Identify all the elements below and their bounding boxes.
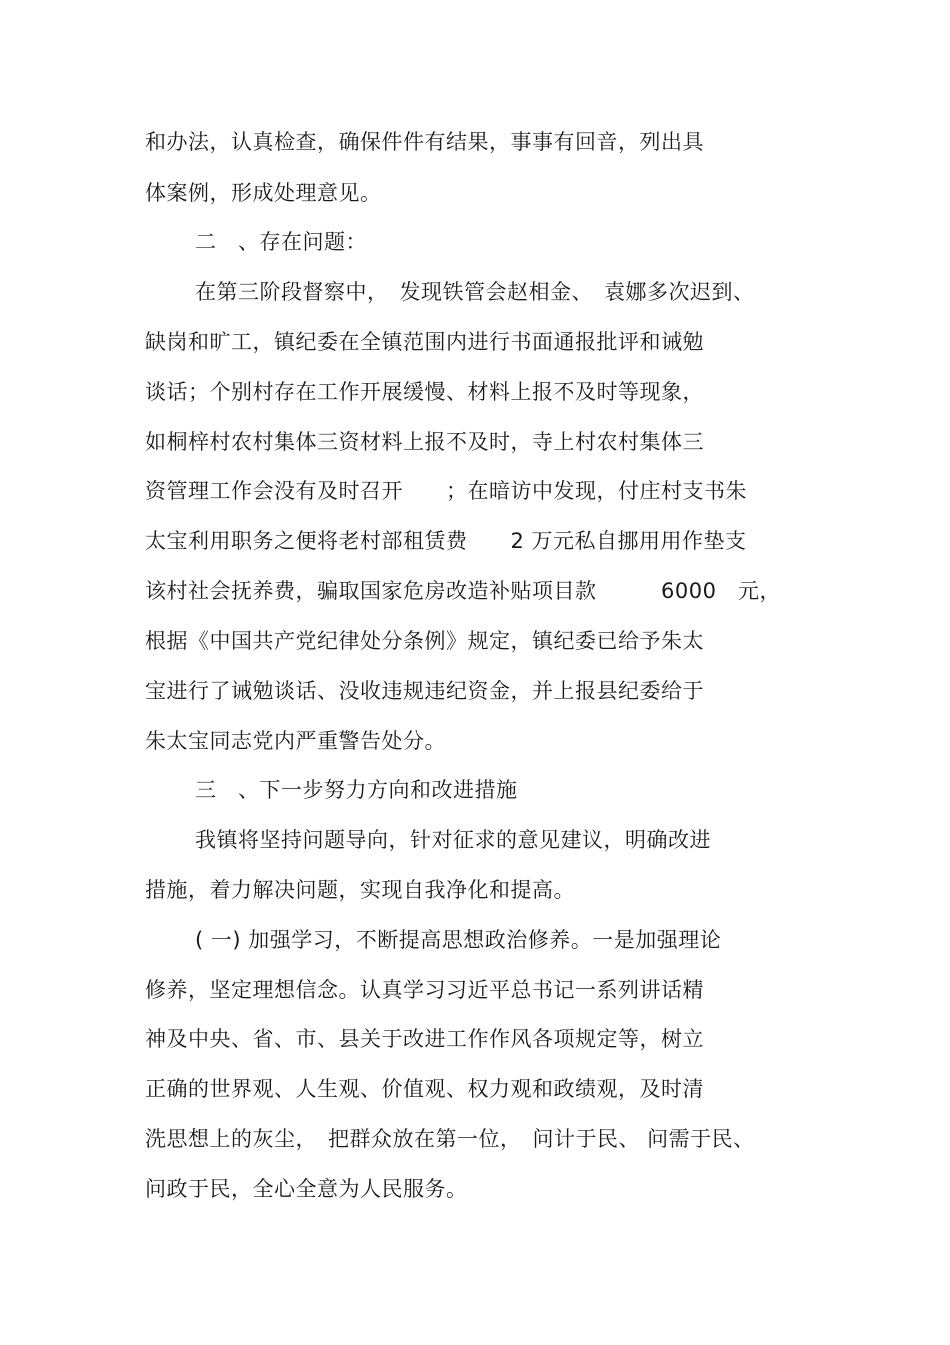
text-line: 洗思想上的灰尘， 把群众放在第一位， 问计于民、 问需于民、 [145, 1127, 755, 1151]
text-line: 资管理工作会没有及时召开 ；在暗访中发现，付庄村支书朱 [145, 479, 747, 503]
text-line: 在第三阶段督察中， 发现铁管会赵相金、 袁娜多次迟到、 [195, 280, 755, 304]
text-line: 体案例，形成处理意见。 [145, 181, 382, 205]
text-line: 我镇将坚持问题导向，针对征求的意见建议，明确改进 [195, 828, 711, 852]
text-line: 和办法，认真检查，确保件件有结果，事事有回音，列出具 [145, 130, 704, 154]
section-heading: 三 、下一步努力方向和改进措施 [195, 778, 518, 802]
subsection-heading: ( 一) 加强学习，不断提高思想政治修养。一是加强理论 [195, 928, 722, 952]
text-line: 正确的世界观、人生观、价值观、权力观和政绩观，及时清 [145, 1077, 704, 1101]
text-line: 太宝利用职务之便将老村部租赁费 2 万元私自挪用用作垫支 [145, 529, 747, 553]
text-line: 宝进行了诫勉谈话、没收违规违纪资金，并上报县纪委给于 [145, 679, 704, 703]
text-line: 修养，坚定理想信念。认真学习习近平总书记一系列讲话精 [145, 978, 704, 1002]
text-line: 问政于民，全心全意为人民服务。 [145, 1177, 468, 1201]
section-heading: 二 、存在问题： [195, 230, 367, 254]
text-line: 措施，着力解决问题，实现自我净化和提高。 [145, 878, 575, 902]
text-line: 该村社会抚养费，骗取国家危房改造补贴项目款 6000 元， [145, 579, 781, 603]
text-line: 如桐梓村农村集体三资材料上报不及时，寺上村农村集体三 [145, 430, 704, 454]
text-line: 根据《中国共产党纪律处分条例》规定，镇纪委已给予朱太 [145, 629, 704, 653]
text-line: 谈话；个别村存在工作开展缓慢、材料上报不及时等现象， [145, 380, 704, 404]
text-line: 神及中央、省、市、县关于改进工作作风各项规定等，树立 [145, 1027, 704, 1051]
text-line: 缺岗和旷工，镇纪委在全镇范围内进行书面通报批评和诫勉 [145, 330, 704, 354]
text-line: 朱太宝同志党内严重警告处分。 [145, 729, 446, 753]
